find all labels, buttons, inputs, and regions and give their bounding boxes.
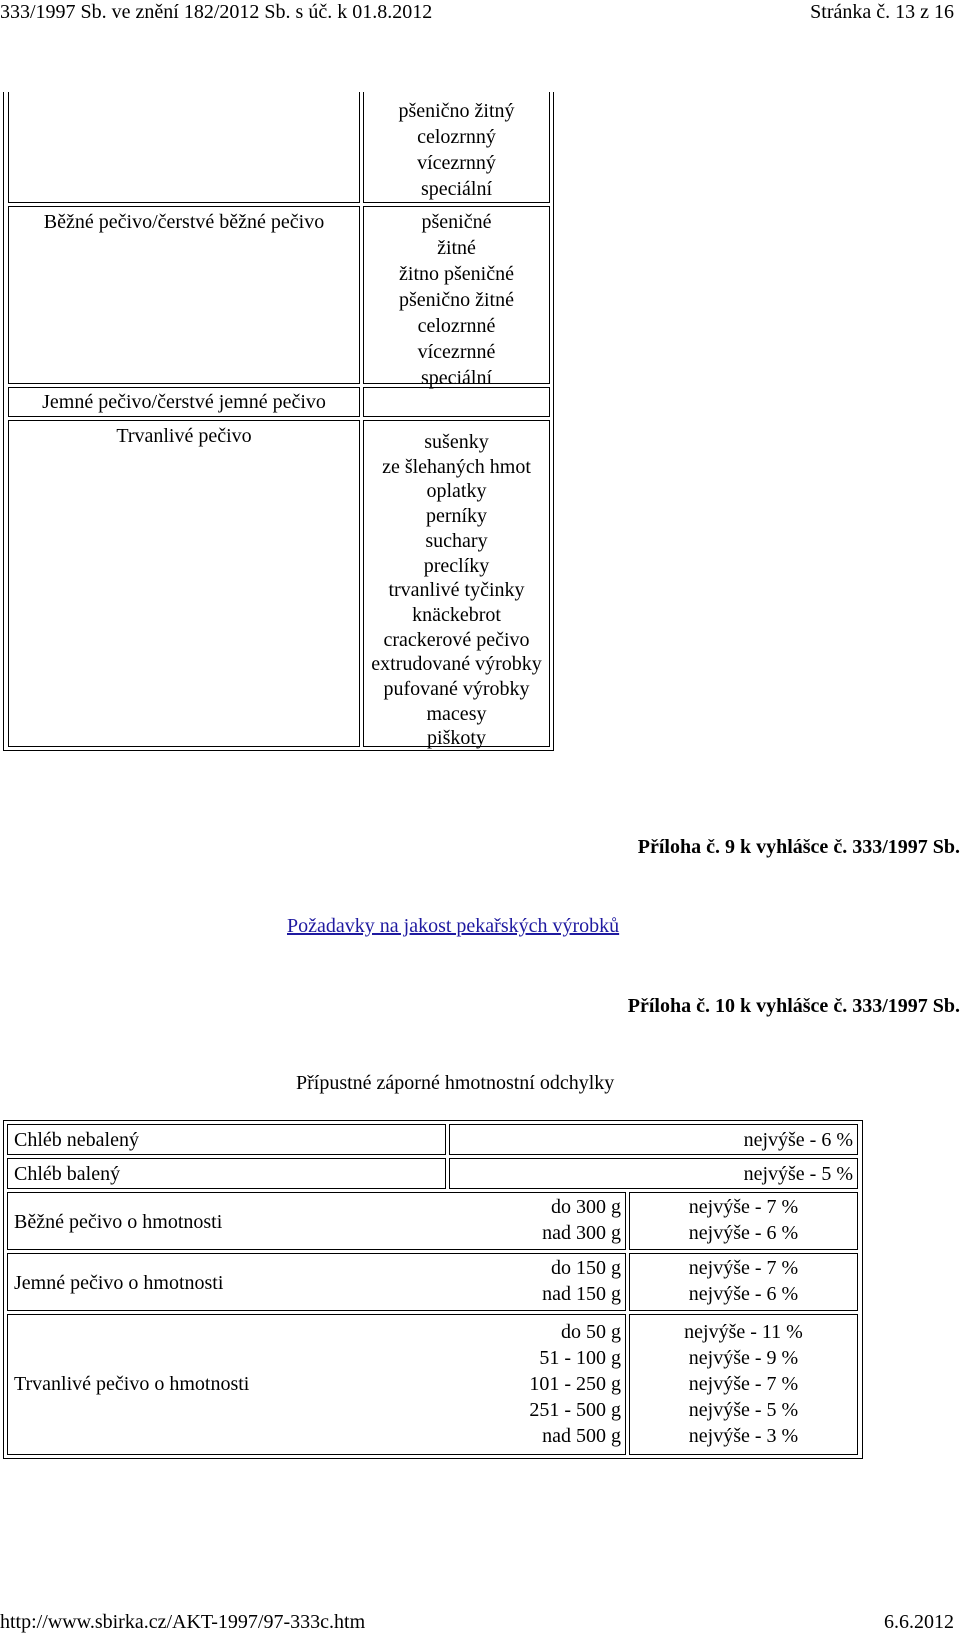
item: speciální [420, 367, 493, 389]
item: crackerové pečivo [383, 628, 530, 651]
row-limit: nejvýše - 5 % [688, 1399, 799, 1421]
item: piškoty [427, 727, 486, 750]
row-weight: nad 150 g [542, 1283, 621, 1305]
item: ze šlehaných hmot [382, 455, 531, 478]
annex-10-heading: Příloha č. 10 k vyhlášce č. 333/1997 Sb. [627, 995, 960, 1017]
item: pufované výrobky [383, 678, 530, 701]
category-name: Běžné pečivo/čerstvé běžné pečivo [8, 206, 360, 384]
item: knäckebrot [412, 603, 501, 626]
item: pšenično žitný [398, 100, 515, 122]
item: suchary [425, 529, 488, 552]
row-label: Běžné pečivo o hmotnosti [14, 1211, 223, 1233]
category-name: Trvanlivé pečivo [8, 420, 360, 747]
row-weight: nad 500 g [542, 1425, 621, 1447]
item: pšeničné [421, 211, 492, 233]
row-limit: nejvýše - 7 % [688, 1373, 799, 1395]
item: oplatky [426, 480, 487, 503]
item: vícezrnný [417, 152, 496, 174]
row-limit: nejvýše - 6 % [688, 1222, 799, 1244]
row-weight: 101 - 250 g [529, 1373, 621, 1395]
category-name: Jemné pečivo/čerstvé jemné pečivo [8, 387, 360, 417]
item: extrudované výrobky [371, 653, 542, 676]
item: perníky [425, 505, 488, 528]
row-limit: nejvýše - 11 % [684, 1321, 803, 1343]
item: žitno pšeničné [399, 263, 514, 285]
item: speciální [420, 178, 493, 200]
item: celozrnný [417, 126, 496, 148]
row-limit: nejvýše - 7 % [688, 1196, 799, 1218]
item: žitné [437, 237, 476, 259]
footer-date: 6.6.2012 [884, 1611, 954, 1633]
item: macesy [426, 702, 487, 725]
footer-url: http://www.sbirka.cz/AKT-1997/97-333c.htm [0, 1611, 366, 1633]
row-weight: nad 300 g [542, 1222, 621, 1244]
row-limit: nejvýše - 6 % [743, 1129, 853, 1151]
annex-10-title: Přípustné záporné hmotnostní odchylky [296, 1072, 615, 1094]
item: vícezrnné [417, 341, 496, 363]
row-label: Chléb balený [14, 1163, 121, 1185]
page-header-title: 333/1997 Sb. ve znění 182/2012 Sb. s úč. k 01.8.2012 [0, 1, 433, 23]
row-weight: do 300 g [551, 1196, 621, 1218]
item: preclíky [423, 554, 490, 577]
row-weight: 251 - 500 g [529, 1399, 621, 1421]
row-label: Trvanlivé pečivo o hmotnosti [14, 1373, 250, 1395]
row-weight: do 50 g [561, 1321, 621, 1343]
row-limit: nejvýše - 7 % [688, 1257, 799, 1279]
row-limit: nejvýše - 6 % [688, 1283, 799, 1305]
category-items [363, 420, 550, 750]
item: pšenično žitné [399, 289, 514, 311]
table1-top-items [363, 92, 550, 203]
row-weight: 51 - 100 g [539, 1347, 621, 1369]
page-number: Stránka č. 13 z 16 [810, 1, 954, 23]
row-limit: nejvýše - 3 % [688, 1425, 799, 1447]
table1-cell-empty [8, 92, 360, 203]
row-weight: do 150 g [551, 1257, 621, 1279]
quality-requirements-link[interactable]: Požadavky na jakost pekařských výrobků [287, 915, 620, 937]
row-label: Jemné pečivo o hmotnosti [14, 1272, 224, 1294]
item: trvanlivé tyčinky [388, 579, 525, 602]
row-limit: nejvýše - 5 % [743, 1163, 853, 1185]
category-items-empty [363, 387, 550, 417]
item: celozrnné [417, 315, 496, 337]
category-items [363, 206, 550, 389]
row-label: Chléb nebalený [14, 1129, 139, 1151]
annex-9-heading: Příloha č. 9 k vyhlášce č. 333/1997 Sb. [637, 836, 960, 858]
item: sušenky [424, 431, 489, 453]
row-limit: nejvýše - 9 % [688, 1347, 799, 1369]
